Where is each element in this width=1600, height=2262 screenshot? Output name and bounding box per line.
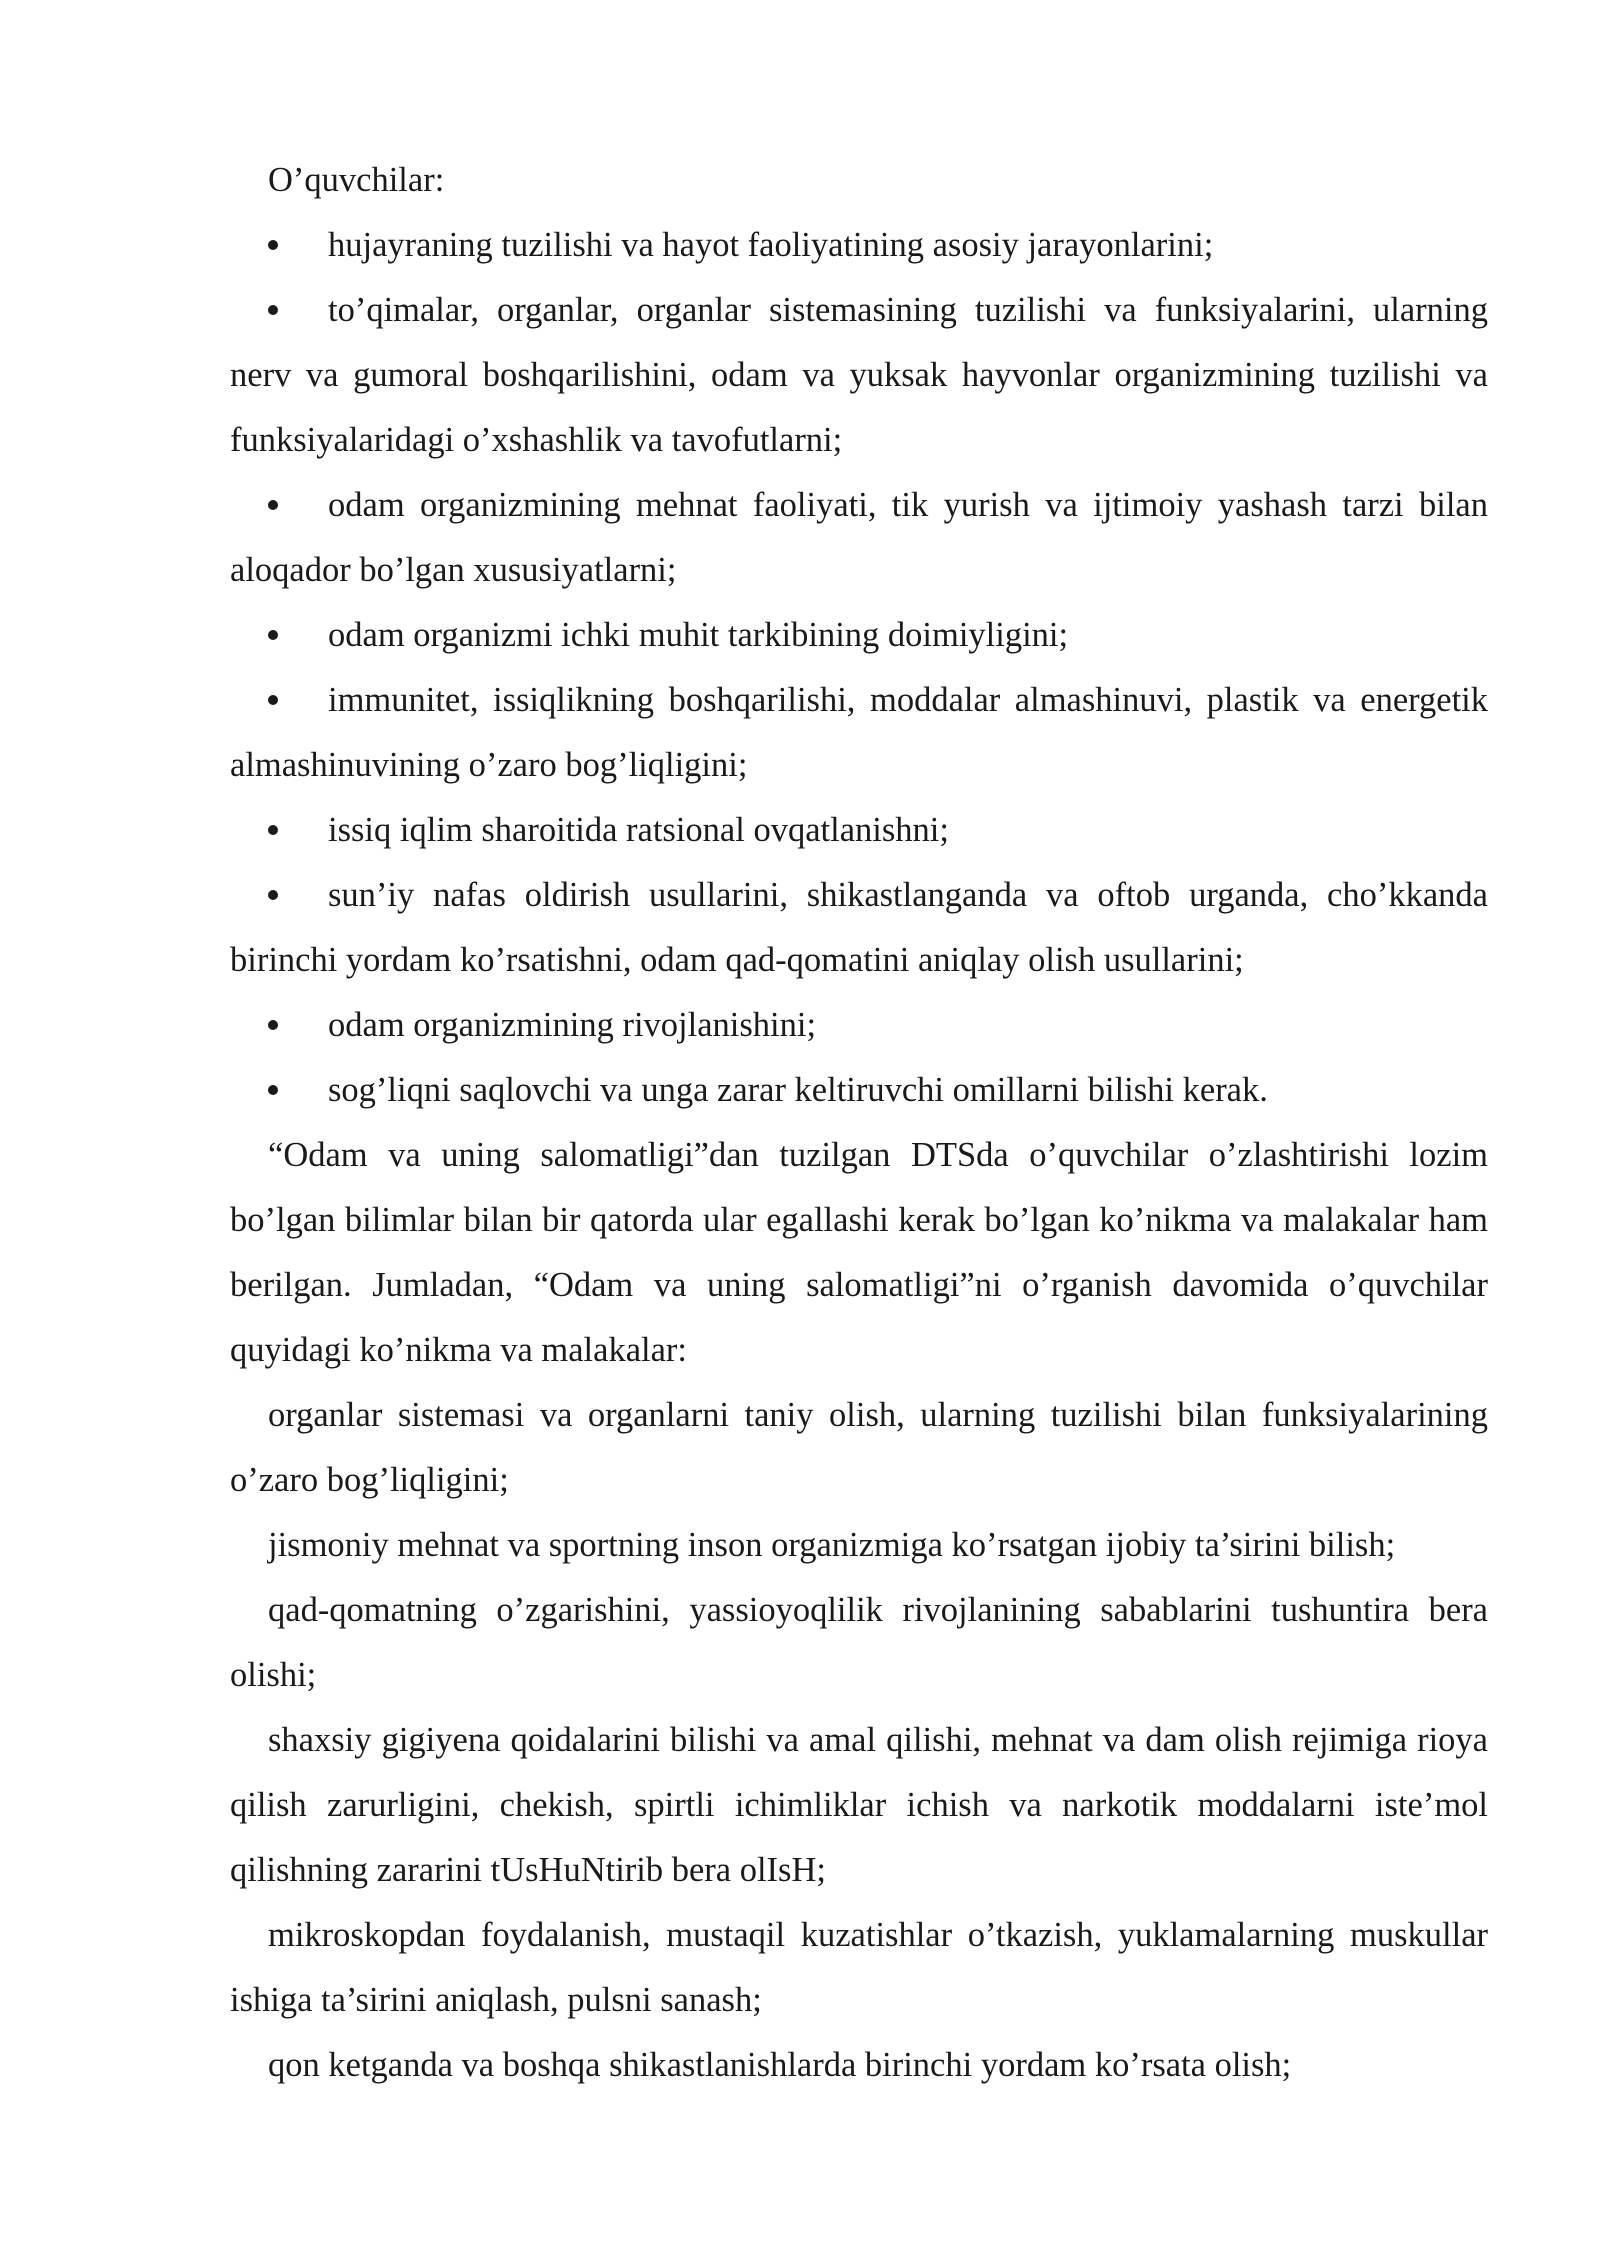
bullet-dot-icon — [268, 213, 328, 278]
bullet-dot-icon — [268, 993, 328, 1058]
bullet-text: immunitet, issiqlikning boshqarilishi, moddalar almashinuvi, plastik va energetik almashinuvining o’zaro bog’liqligini; — [230, 681, 1488, 784]
bullet-dot-icon — [268, 1058, 328, 1123]
intro-line: O’quvchilar: — [268, 161, 445, 199]
bullet-item — [230, 668, 1488, 798]
bullet-text: sun’iy nafas oldirish usullarini, shikastlanganda va oftob urganda, cho’kkanda birinchi yordam ko’rsatishni, odam qad-qomatini aniqlay olish usullarini; — [230, 876, 1488, 979]
bullet-dot-icon — [268, 603, 328, 668]
body-paragraph: qad-qomatning o’zgarishini, yassioyoqlilik rivojlanining sabablarini tushuntira bera olishi; — [230, 1591, 1488, 1694]
body-paragraph: organlar sistemasi va organlarni taniy olish, ularning tuzilishi bilan funksiyalarining o’zaro bog’liqligini; — [230, 1396, 1488, 1499]
bullet-item — [230, 603, 1488, 668]
body-paragraph: mikroskopdan foydalanish, mustaqil kuzatishlar o’tkazish, yuklamalarning muskullar ishiga ta’sirini aniqlash, pulsni sanash; — [230, 1916, 1488, 2019]
bullet-text: odam organizmi ichki muhit tarkibining doimiyligini; — [328, 616, 1069, 654]
bullet-item — [230, 278, 1488, 473]
bullet-item — [230, 798, 1488, 863]
bullet-text: sog’liqni saqlovchi va unga zarar keltiruvchi omillarni bilishi kerak. — [328, 1071, 1268, 1109]
bullet-text: odam organizmining rivojlanishini; — [328, 1006, 817, 1044]
bullet-text: to’qimalar, organlar, organlar sistemasining tuzilishi va funksiyalarini, ularning nerv va gumoral boshqarilishini, odam va yuksak hayvonlar organizmining tuzilishi va funksiyalaridagi o’xshashlik va tavofutlarni; — [230, 291, 1488, 459]
bullet-item — [230, 993, 1488, 1058]
bullet-item — [230, 213, 1488, 278]
bullet-text: odam organizmining mehnat faoliyati, tik yurish va ijtimoiy yashash tarzi bilan aloqador bo’lgan xususiyatlarni; — [230, 486, 1488, 589]
bullet-item — [230, 1058, 1488, 1123]
body-paragraph: “Odam va uning salomatligi”dan tuzilgan DTSda o’quvchilar o’zlashtirishi lozim bo’lgan bilimlar bilan bir qatorda ular egallashi kerak bo’lgan ko’nikma va malakalar ham berilgan. Jumladan, “Odam va uning salomatligi”ni o’rganish davomida o’quvchilar quyidagi ko’nikma va malakalar: — [230, 1136, 1488, 1369]
bullet-text: issiq iqlim sharoitida ratsional ovqatlanishni; — [328, 811, 949, 849]
body-paragraph: jismoniy mehnat va sportning inson organizmiga ko’rsatgan ijobiy ta’sirini bilish; — [268, 1526, 1396, 1564]
bullet-dot-icon — [268, 798, 328, 863]
bullet-dot-icon — [268, 278, 328, 343]
body-paragraph: qon ketganda va boshqa shikastlanishlarda birinchi yordam ko’rsata olish; — [268, 2046, 1292, 2084]
bullet-item — [230, 863, 1488, 993]
bullet-text: hujayraning tuzilishi va hayot faoliyatining asosiy jarayonlarini; — [328, 226, 1214, 264]
bullet-item — [230, 473, 1488, 603]
body-paragraph: shaxsiy gigiyena qoidalarini bilishi va amal qilishi, mehnat va dam olish rejimiga rioya qilish zarurligini, chekish, spirtli ichimliklar ichish va narkotik moddalarni iste’mol qilishning zararini tUsHuNtirib bera olIsH; — [230, 1721, 1488, 1889]
bullet-dot-icon — [268, 863, 328, 928]
bullet-dot-icon — [268, 473, 328, 538]
bullet-dot-icon — [268, 668, 328, 733]
